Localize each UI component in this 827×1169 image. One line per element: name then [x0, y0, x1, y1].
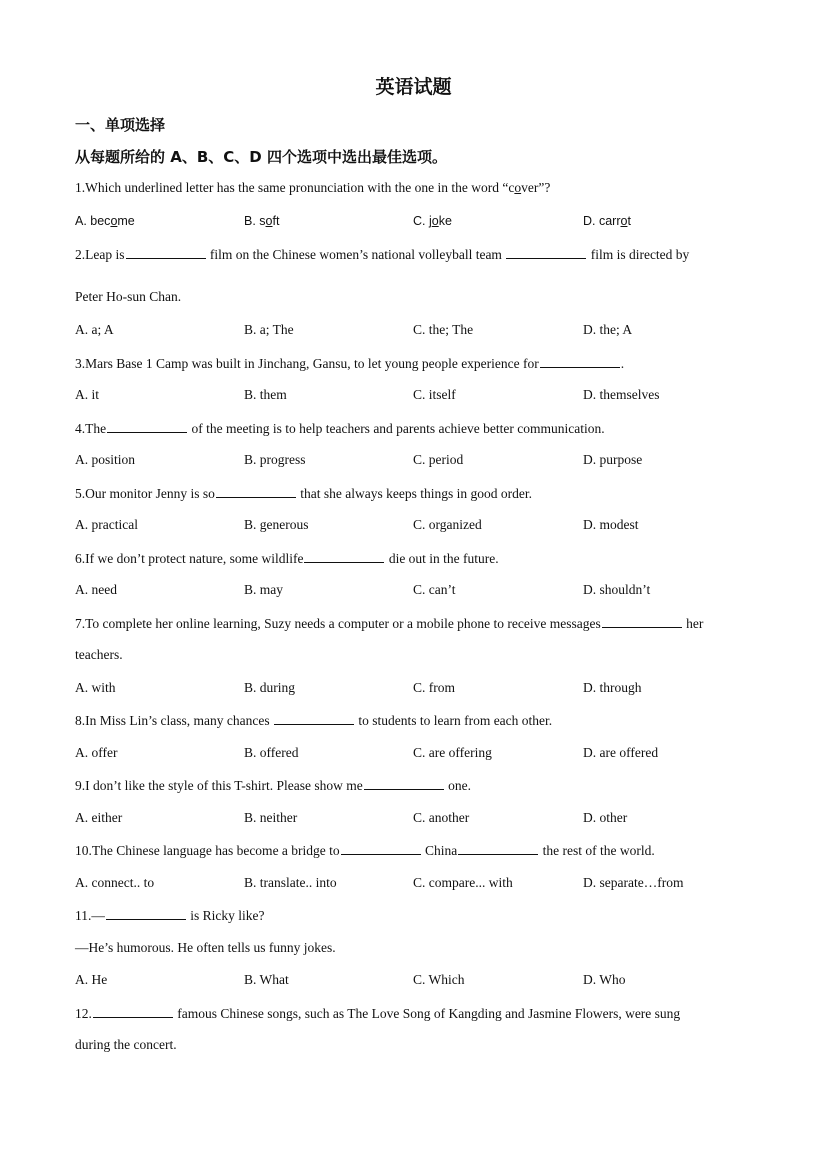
q10-option-d: D. separate…from [583, 875, 684, 890]
q8-option-d: D. are offered [583, 745, 659, 760]
answer-blank [602, 615, 682, 628]
answer-blank [216, 485, 296, 498]
question-11-cont: —He’s humorous. He often tells us funny jokes. [75, 940, 336, 955]
question-6-stem: 6.If we don’t protect nature, some wildlife die out in the future. [75, 551, 499, 566]
question-5-stem: 5.Our monitor Jenny is so that she always keeps things in good order. [75, 486, 532, 501]
q4-option-c: C. period [413, 452, 464, 467]
q2-option-d: D. the; A [583, 322, 633, 337]
question-10-stem: 10.The Chinese language has become a bridge to China the rest of the world. [75, 843, 655, 858]
q5-option-c: C. organized [413, 517, 482, 532]
q6-option-c: C. can’t [413, 582, 456, 597]
q6-option-d: D. shouldn’t [583, 582, 651, 597]
answer-blank [304, 550, 384, 563]
q5-option-b: B. generous [244, 517, 309, 532]
question-12-stem: 12. famous Chinese songs, such as The Love Song of Kangding and Jasmine Flowers, were sung [75, 1006, 681, 1021]
q5-option-a: A. practical [75, 517, 138, 532]
question-8-stem: 8.In Miss Lin’s class, many chances to students to learn from each other. [75, 713, 553, 728]
question-11-stem: 11.— is Ricky like? [75, 908, 265, 923]
instruction-text: 从每题所给的 A、B、C、D 四个选项中选出最佳选项。 [75, 148, 447, 166]
q1-option-b: B. soft [244, 214, 280, 228]
q10-option-c: C. compare... with [413, 875, 513, 890]
q3-option-d: D. themselves [583, 387, 660, 402]
q11-option-d: D. Who [583, 972, 626, 987]
q3-option-a: A. it [75, 387, 100, 402]
question-9-stem: 9.I don’t like the style of this T-shirt. Please show me one. [75, 778, 471, 793]
q6-option-a: A. need [75, 582, 117, 597]
question-12-cont: during the concert. [75, 1037, 177, 1052]
answer-blank [93, 1005, 173, 1018]
q4-option-d: D. purpose [583, 452, 643, 467]
question-1-stem [75, 180, 550, 196]
q11-option-b: B. What [244, 972, 289, 987]
question-2-stem: 2.Leap is film on the Chinese women’s national volleyball team film is directed by [75, 247, 690, 262]
underlined-letter: o [514, 180, 522, 195]
q11-option-c: C. Which [413, 972, 465, 987]
q8-option-b: B. offered [244, 745, 299, 760]
answer-blank [126, 246, 206, 259]
q7-option-c: C. from [413, 680, 455, 695]
q11-option-a: A. He [75, 972, 108, 987]
q9-option-d: D. other [583, 810, 628, 825]
q1-option-a: A. become [75, 214, 135, 228]
page-title: 英语试题 [375, 76, 452, 98]
q4-option-a: A. position [75, 452, 136, 467]
answer-blank [106, 907, 186, 920]
answer-blank [364, 777, 444, 790]
q9-option-c: C. another [413, 810, 470, 825]
q7-option-b: B. during [244, 680, 296, 695]
q10-option-b: B. translate.. into [244, 875, 337, 890]
q4-option-b: B. progress [244, 452, 306, 467]
answer-blank [341, 842, 421, 855]
answer-blank [540, 355, 620, 368]
question-4-stem: 4.The of the meeting is to help teachers and parents achieve better communication. [75, 421, 605, 436]
answer-blank [506, 246, 586, 259]
q8-option-a: A. offer [75, 745, 118, 760]
q7-option-d: D. through [583, 680, 642, 695]
q1-option-d: D. carrot [583, 214, 631, 228]
q7-option-a: A. with [75, 680, 116, 695]
q2-option-c: C. the; The [413, 322, 474, 337]
q2-option-b: B. a; The [244, 322, 294, 337]
q9-option-b: B. neither [244, 810, 298, 825]
answer-blank [274, 712, 354, 725]
q1-option-c: C. joke [413, 214, 452, 228]
q9-option-a: A. either [75, 810, 123, 825]
answer-blank [458, 842, 538, 855]
q10-option-a: A. connect.. to [75, 875, 155, 890]
section-heading: 一、单项选择 [75, 116, 166, 134]
q3-option-b: B. them [244, 387, 287, 402]
q5-option-d: D. modest [583, 517, 639, 532]
q8-option-c: C. are offering [413, 745, 492, 760]
answer-blank [107, 420, 187, 433]
question-7-cont: teachers. [75, 647, 123, 662]
stem-text: ver”? [521, 180, 551, 195]
q2-option-a: A. a; A [75, 322, 114, 337]
question-2-cont: Peter Ho-sun Chan. [75, 289, 182, 304]
q6-option-b: B. may [244, 582, 283, 597]
stem-text: 1.Which underlined letter has the same pronunciation with the one in the word “c [75, 180, 515, 195]
question-7-stem: 7.To complete her online learning, Suzy needs a computer or a mobile phone to receive messages her [75, 616, 704, 631]
q3-option-c: C. itself [413, 387, 456, 402]
question-3-stem: 3.Mars Base 1 Camp was built in Jinchang, Gansu, to let young people experience for . [75, 356, 625, 371]
